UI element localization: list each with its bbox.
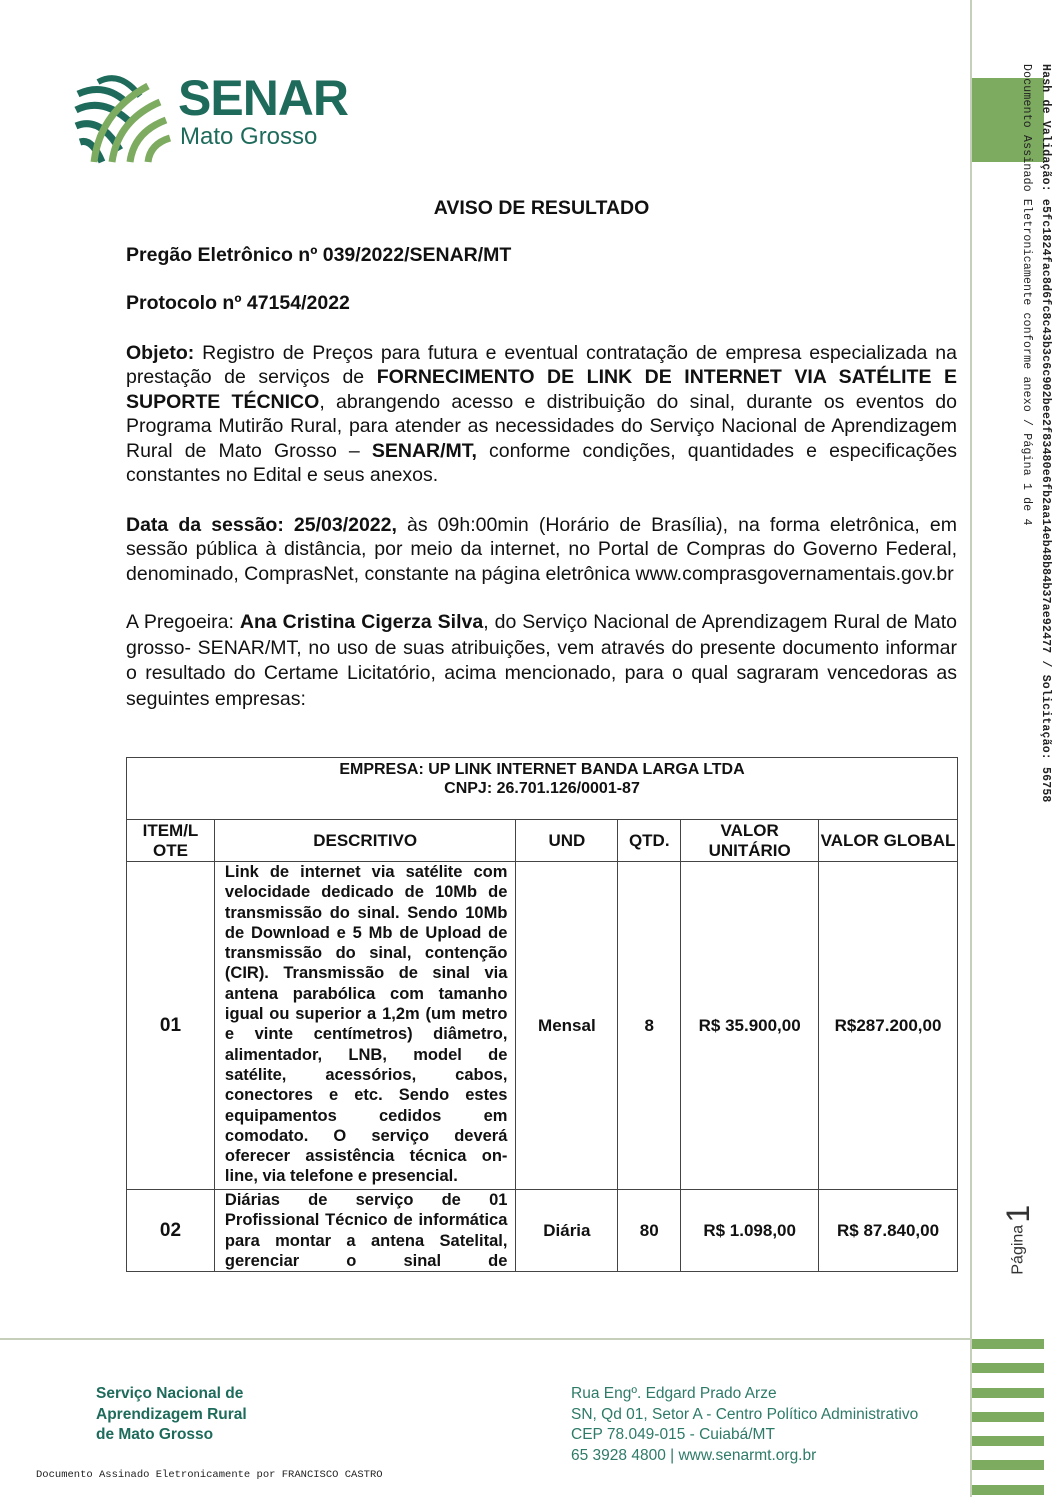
cell-descritivo: Diárias de serviço de 01 Profissional Técnico de informática para montar a antena Satelital, gerenciar o sinal de [214, 1190, 516, 1272]
pregao-number: Pregão Eletrônico nº 039/2022/SENAR/MT [126, 243, 512, 266]
pregoeira-text: A Pregoeira: [126, 611, 240, 633]
green-accent-block [972, 78, 1044, 162]
logo-region: Mato Grosso [180, 123, 318, 150]
cell-valor-global: R$287.200,00 [819, 862, 958, 1190]
green-stripe [972, 1388, 1044, 1398]
company-cnpj: CNPJ: 26.701.126/0001-87 [444, 780, 640, 797]
table-header-row [127, 820, 958, 862]
objeto-paragraph [126, 341, 957, 488]
page-label: Página [1009, 1224, 1027, 1275]
footer-divider [0, 1338, 972, 1340]
cell-item: 01 [127, 862, 215, 1190]
session-text: às 09h:00min (Horário de Brasília), na forma eletrônica, em sessão pública à distância, por meio da internet, no Portal de Compras do Governo Federal, denominado, ComprasNet, constante na página eletrônica www.comprasgovernamentais.gov.br [126, 513, 957, 585]
green-stripe [972, 1339, 1044, 1349]
footer-contact-line: 65 3928 4800 | www.senarmt.org.br [571, 1446, 817, 1464]
table-row [127, 862, 958, 1190]
pregoeira-paragraph [126, 610, 957, 712]
objeto-org: SENAR/MT, [371, 439, 477, 462]
cell-valor-unitario: R$ 1.098,00 [681, 1190, 819, 1272]
margin-rule [970, 0, 972, 1497]
company-header [127, 758, 958, 820]
protocol-number: Protocolo nº 47154/2022 [126, 292, 350, 314]
senar-leaf-icon [74, 72, 174, 164]
page-number: 1 [1000, 1205, 1036, 1223]
footer-address-line: SN, Qd 01, Setor A - Centro Político Administrativo [571, 1405, 919, 1423]
page-indicator [1000, 1205, 1037, 1275]
cell-und: Mensal [516, 862, 618, 1190]
document-body [126, 196, 957, 712]
cell-valor-global: R$ 87.840,00 [819, 1190, 958, 1272]
col-und: UND [516, 820, 618, 862]
pregoeira-text: , do Serviço Nacional de Aprendizagem Rural de Mato grosso- SENAR/MT, no uso de suas atribuições, vem através do presente documento informar o resultado do Certame Licitatório, acima mencionado, para o qual sagraram vencedoras as seguintes empresas: [126, 611, 958, 710]
footer-address [571, 1384, 918, 1466]
validation-hash: Hash de Validação: e5fc1824fac8d6fc8c43b3c6c902bee2f83480e6fb2aa14eb48b84b37ae92477 / Solicitação: 56758 [1039, 64, 1052, 803]
session-paragraph [126, 513, 957, 587]
senar-logo [74, 72, 354, 164]
green-stripe [972, 1436, 1044, 1446]
document-title: AVISO DE RESULTADO [433, 197, 650, 219]
col-valor-global: VALOR GLOBAL [819, 820, 958, 862]
results-table [126, 757, 958, 1272]
footer-org-line: Serviço Nacional de [96, 1385, 244, 1402]
green-stripe [972, 1485, 1044, 1495]
col-item: ITEM/L OTE [127, 820, 215, 862]
objeto-service: FORNECIMENTO DE LINK DE INTERNET VIA SATÉLITE E SUPORTE TÉCNICO [126, 366, 958, 413]
green-stripe [972, 1412, 1044, 1422]
cell-item: 02 [127, 1190, 215, 1272]
col-qtd: QTD. [618, 820, 681, 862]
green-stripe [972, 1363, 1044, 1373]
objeto-text: conforme condições, quantidades e especificações constantes no Edital e seus anexos. [126, 439, 957, 486]
footer-address-line: Rua Engº. Edgard Prado Arze [571, 1385, 777, 1402]
footer-address-line: CEP 78.049-015 - Cuiabá/MT [571, 1426, 775, 1443]
session-date: Data da sessão: 25/03/2022, [126, 513, 397, 536]
cell-valor-unitario: R$ 35.900,00 [681, 862, 819, 1190]
cell-qtd: 8 [618, 862, 681, 1190]
signature-note: Documento Assinado Eletronicamente conforme anexo / Página 1 de 4 [1020, 64, 1033, 526]
cell-descritivo: Link de internet via satélite com velocidade dedicado de 10Mb de transmissão do sinal. Sendo 10Mb de Download e 5 Mb de Upload de transmissão do sinal, contenção (CIR). Transmissão de sinal via antena parabólica com tamanho igual ou superior a 1,2m (um metro e vinte centímetros) diâmetro, alimentador, LNB, model de satélite, acessórios, cabos, conectores e etc. Sendo estes equipamentos cedidos em comodato. O serviço deverá oferecer assistência técnica on-line, via telefone e presencial. [214, 862, 516, 1190]
company-name: EMPRESA: UP LINK INTERNET BANDA LARGA LTDA [339, 761, 745, 778]
table-row [127, 1190, 958, 1272]
pregoeira-name: Ana Cristina Cigerza Silva [239, 611, 484, 633]
footer-org-line: Aprendizagem Rural [96, 1405, 247, 1423]
signed-by-note: Documento Assinado Eletronicamente por FRANCISCO CASTRO [36, 1469, 383, 1481]
objeto-label: Objeto: [126, 341, 195, 364]
cell-und: Diária [516, 1190, 618, 1272]
logo-brand: SENAR [178, 70, 349, 126]
cell-qtd: 80 [618, 1190, 681, 1272]
objeto-text: Registro de Preços para futura e eventual contratação de empresa especializada na prestação de serviços de [126, 341, 957, 388]
col-valor-unitario: VALOR UNITÁRIO [681, 820, 819, 862]
green-stripe [972, 1460, 1044, 1470]
col-descritivo: DESCRITIVO [214, 820, 516, 862]
footer-org [96, 1384, 247, 1446]
footer-org-line: de Mato Grosso [96, 1426, 214, 1443]
objeto-text: , abrangendo acesso e distribuição do sinal, durante os eventos do Programa Mutirão Rural, para atender as necessidades do Serviço Nacional de Aprendizagem Rural de Mato Grosso – [126, 390, 957, 462]
